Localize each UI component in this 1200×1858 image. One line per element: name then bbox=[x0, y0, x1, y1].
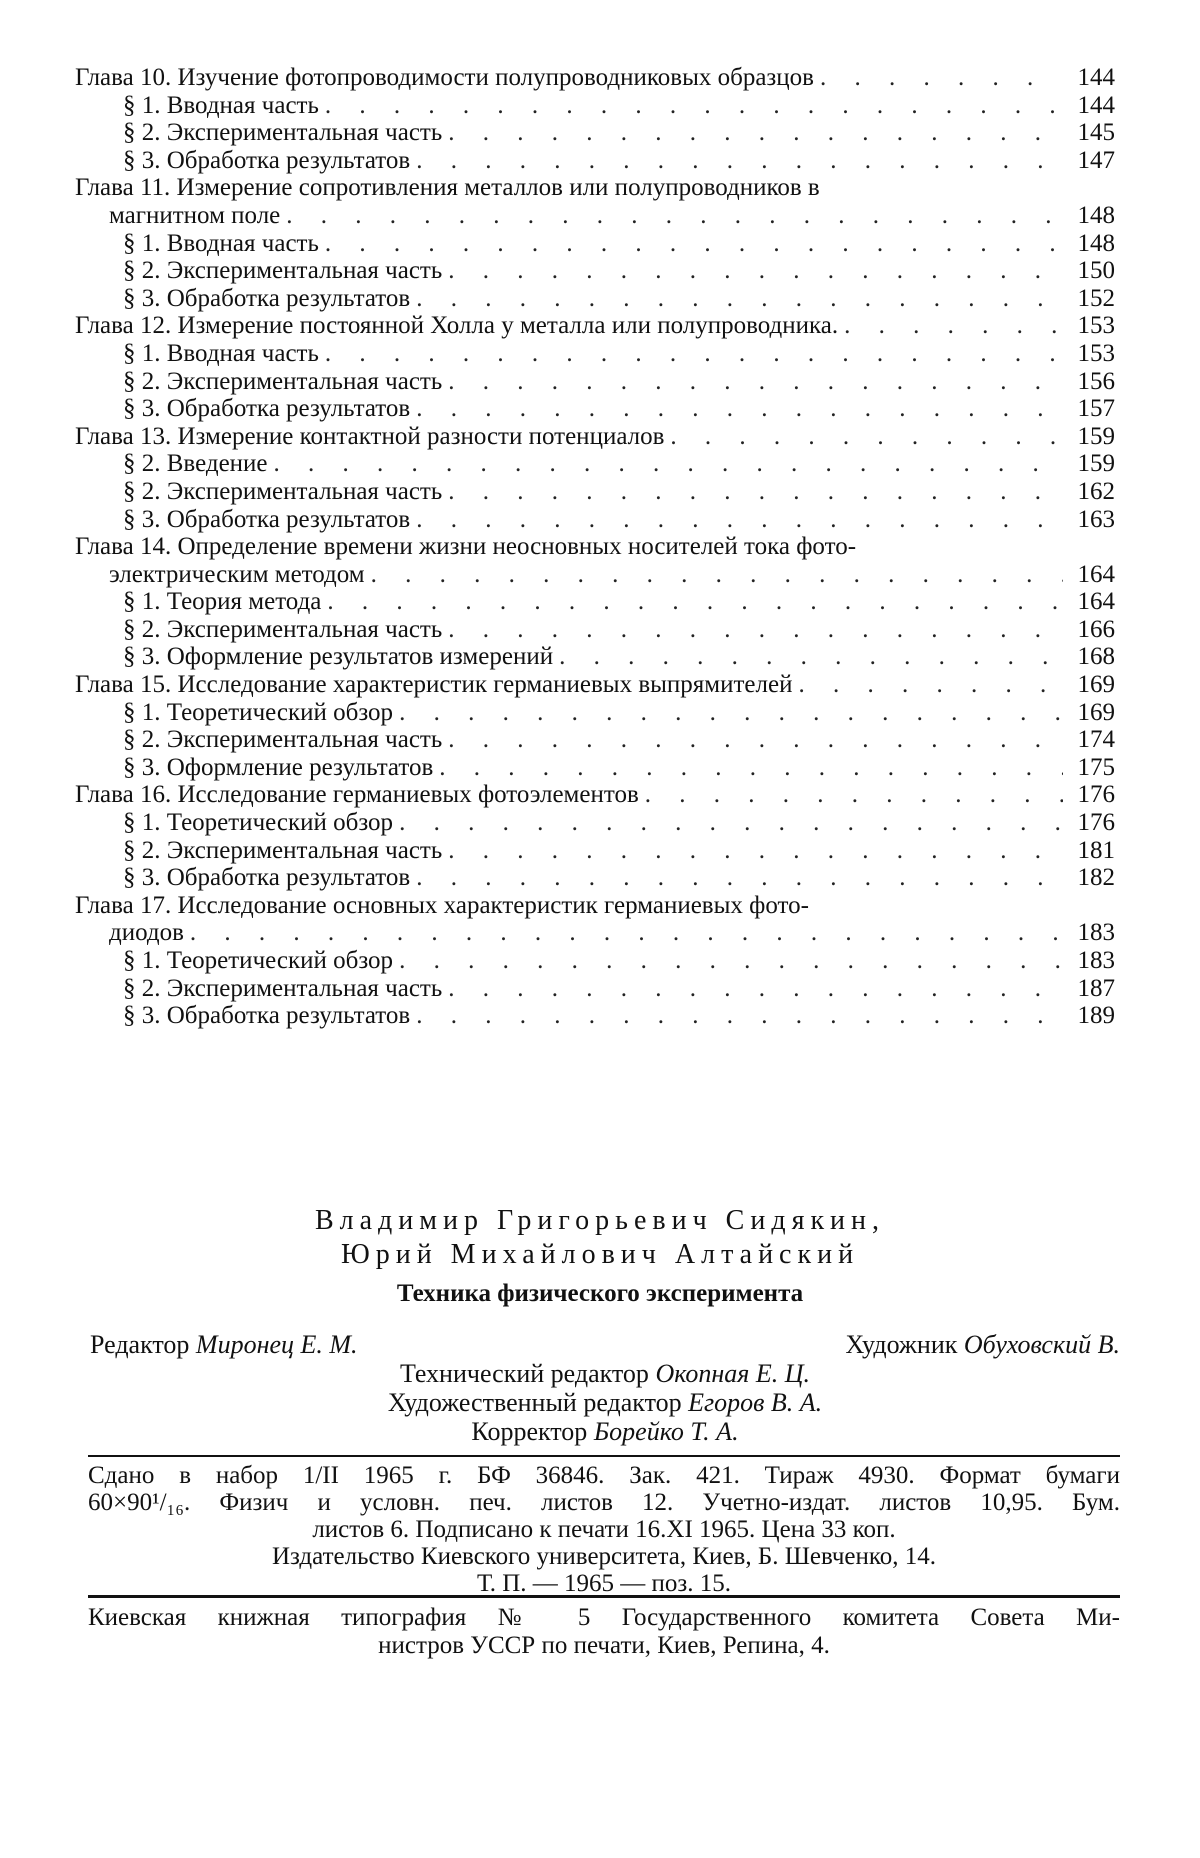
toc-leader-dots bbox=[319, 230, 1063, 258]
toc-page-number: 174 bbox=[1077, 726, 1115, 754]
toc-entry-title: § 3. Обработка результатов bbox=[123, 1002, 411, 1030]
toc-entry-title: § 1. Теоретический обзор bbox=[123, 809, 394, 837]
toc-page-number: 176 bbox=[1077, 809, 1115, 837]
toc-entry-title: § 1. Вводная часть bbox=[123, 229, 319, 257]
toc-leader-dots bbox=[410, 147, 1063, 175]
editor-credit bbox=[90, 1330, 358, 1359]
toc-leader-dots bbox=[393, 699, 1063, 727]
toc-page-number: 157 bbox=[1077, 395, 1115, 423]
colophon bbox=[88, 1462, 1120, 1597]
toc-leader-dots bbox=[838, 312, 1063, 340]
toc-chapter-entry bbox=[75, 781, 1115, 809]
book-title: Техника физического эксперимента bbox=[396, 1280, 804, 1307]
proofreader-name: Борейко Т. А. bbox=[593, 1417, 739, 1446]
toc-page-number: 150 bbox=[1077, 257, 1115, 285]
toc-section-entry bbox=[75, 864, 1115, 892]
toc-chapter-heading bbox=[75, 174, 1115, 202]
toc-page-number: 152 bbox=[1077, 284, 1115, 312]
toc-leader-dots bbox=[442, 368, 1063, 396]
toc-section-entry bbox=[75, 588, 1115, 616]
toc-section-entry bbox=[75, 230, 1115, 258]
toc-entry-title: § 1. Теория метода bbox=[123, 588, 322, 616]
tech-editor-credit bbox=[90, 1359, 1120, 1388]
toc-section-entry bbox=[75, 395, 1115, 423]
toc-entry-title: § 3. Оформление результатов bbox=[123, 753, 434, 781]
toc-leader-dots bbox=[442, 837, 1063, 865]
toc-section-entry bbox=[75, 368, 1115, 396]
toc-page-number: 153 bbox=[1077, 312, 1115, 340]
toc-leader-dots bbox=[664, 423, 1063, 451]
proofreader-credit bbox=[90, 1417, 1120, 1446]
toc-section-entry bbox=[75, 1002, 1115, 1030]
tech-editor-label: Технический редактор bbox=[399, 1359, 649, 1388]
toc-entry-title: § 2. Экспериментальная часть bbox=[123, 367, 443, 395]
toc-leader-dots bbox=[792, 671, 1063, 699]
artist-name: Обуховский В. bbox=[963, 1330, 1120, 1359]
toc-section-entry bbox=[75, 285, 1115, 313]
table-of-contents bbox=[75, 64, 1115, 1030]
toc-page-number: 183 bbox=[1077, 947, 1115, 974]
toc-leader-dots bbox=[442, 726, 1063, 754]
author-name-2: Юрий Михайлович Алтайский bbox=[340, 1239, 860, 1270]
toc-page-number: 164 bbox=[1077, 560, 1115, 588]
artist-credit bbox=[846, 1330, 1121, 1359]
toc-chapter-entry bbox=[75, 202, 1115, 230]
toc-entry-title: Глава 16. Исследование германиевых фотоэлементов bbox=[75, 781, 639, 809]
toc-page-number: 168 bbox=[1077, 643, 1115, 671]
toc-section-entry bbox=[75, 119, 1115, 147]
art-editor-name: Егоров В. А. bbox=[688, 1388, 823, 1417]
toc-section-entry bbox=[75, 478, 1115, 506]
toc-page-number: 164 bbox=[1077, 588, 1115, 616]
toc-entry-title: § 2. Экспериментальная часть bbox=[123, 836, 443, 864]
toc-entry-title: Глава 15. Исследование характеристик германиевых выпрямителей bbox=[75, 671, 793, 699]
toc-leader-dots bbox=[365, 561, 1063, 589]
toc-section-entry bbox=[75, 257, 1115, 285]
toc-page-number: 162 bbox=[1077, 477, 1115, 505]
toc-page-number: 189 bbox=[1077, 1002, 1115, 1030]
credits-line-editor-artist bbox=[90, 1330, 1120, 1359]
toc-leader-dots bbox=[553, 643, 1063, 671]
toc-leader-dots bbox=[442, 257, 1063, 285]
toc-page-number: 169 bbox=[1077, 671, 1115, 699]
printer-info bbox=[88, 1604, 1120, 1660]
toc-section-entry bbox=[75, 975, 1115, 1003]
toc-page-number: 144 bbox=[1077, 91, 1115, 119]
toc-chapter-entry bbox=[75, 671, 1115, 699]
toc-entry-title: Глава 10. Изучение фотопроводимости полупроводниковых образцов bbox=[75, 64, 814, 91]
toc-chapter-entry bbox=[75, 561, 1115, 589]
tech-editor-name: Окопная Е. Ц. bbox=[655, 1359, 811, 1388]
toc-page-number: 166 bbox=[1077, 615, 1115, 643]
toc-leader-dots bbox=[319, 92, 1063, 120]
proofreader-label: Корректор bbox=[471, 1417, 588, 1446]
toc-page-number: 187 bbox=[1077, 974, 1115, 1002]
toc-page-number: 163 bbox=[1077, 505, 1115, 533]
toc-entry-title: § 2. Экспериментальная часть bbox=[123, 726, 443, 754]
toc-chapter-entry bbox=[75, 64, 1115, 92]
art-editor-label: Художественный редактор bbox=[387, 1388, 682, 1417]
toc-entry-title: диодов bbox=[109, 919, 184, 947]
toc-page-number: 182 bbox=[1077, 864, 1115, 892]
toc-entry-title: § 1. Вводная часть bbox=[123, 91, 319, 119]
toc-section-entry bbox=[75, 450, 1115, 478]
toc-leader-dots bbox=[410, 864, 1063, 892]
toc-page-number: 148 bbox=[1077, 201, 1115, 229]
toc-section-entry bbox=[75, 506, 1115, 534]
toc-page-number: 145 bbox=[1077, 119, 1115, 147]
toc-leader-dots bbox=[442, 119, 1063, 147]
toc-entry-title: § 2. Введение bbox=[123, 450, 268, 478]
toc-page-number: 176 bbox=[1077, 781, 1115, 809]
toc-entry-title: Глава 14. Определение времени жизни неосновных носителей тока фото- bbox=[75, 533, 857, 561]
colophon-line: Т. П. — 1965 — поз. 15. bbox=[476, 1570, 732, 1597]
toc-leader-dots bbox=[268, 450, 1063, 478]
toc-entry-title: § 2. Экспериментальная часть bbox=[123, 119, 443, 147]
toc-leader-dots bbox=[410, 285, 1063, 313]
toc-entry-title: § 2. Экспериментальная часть bbox=[123, 257, 443, 285]
toc-section-entry bbox=[75, 809, 1115, 837]
art-editor-credit bbox=[90, 1388, 1120, 1417]
toc-section-entry bbox=[75, 616, 1115, 644]
toc-section-entry bbox=[75, 643, 1115, 671]
toc-entry-title: § 1. Теоретический обзор bbox=[123, 698, 394, 726]
toc-entry-title: § 3. Обработка результатов bbox=[123, 284, 411, 312]
editor-label: Редактор bbox=[90, 1330, 190, 1359]
toc-entry-title: § 3. Обработка результатов bbox=[123, 146, 411, 174]
toc-entry-title: § 3. Оформление результатов измерений bbox=[123, 643, 554, 671]
artist-label: Художник bbox=[845, 1330, 958, 1359]
toc-page-number: 144 bbox=[1077, 64, 1115, 91]
toc-chapter-entry bbox=[75, 919, 1115, 947]
toc-page-number: 159 bbox=[1077, 450, 1115, 478]
toc-leader-dots bbox=[321, 588, 1063, 616]
toc-page-number: 169 bbox=[1077, 698, 1115, 726]
toc-chapter-heading bbox=[75, 892, 1115, 920]
toc-leader-dots bbox=[184, 919, 1063, 947]
toc-section-entry bbox=[75, 754, 1115, 782]
toc-leader-dots bbox=[410, 506, 1063, 534]
toc-section-entry bbox=[75, 92, 1115, 120]
toc-page-number: 175 bbox=[1077, 753, 1115, 781]
toc-leader-dots bbox=[814, 64, 1063, 92]
toc-page-number: 181 bbox=[1077, 836, 1115, 864]
toc-entry-title: § 3. Обработка результатов bbox=[123, 395, 411, 423]
toc-page-number: 147 bbox=[1077, 146, 1115, 174]
toc-entry-title: Глава 12. Измерение постоянной Холла у металла или полупроводника. bbox=[75, 312, 839, 340]
toc-leader-dots bbox=[442, 975, 1063, 1003]
colophon-line: Издательство Киевского университета, Киев, Б. Шевченко, 14. bbox=[271, 1543, 937, 1570]
toc-section-entry bbox=[75, 699, 1115, 727]
toc-section-entry bbox=[75, 837, 1115, 865]
colophon-line: Сдано в набор 1/II 1965 г. БФ 36846. Зак. 421. Тираж 4930. Формат бумаги bbox=[88, 1462, 1120, 1489]
editor-name: Миронец Е. М. bbox=[195, 1330, 358, 1359]
colophon-line: листов 6. Подписано к печати 16.XI 1965. Цена 33 коп. bbox=[312, 1516, 896, 1543]
colophon-line: 60×90¹/₁₆. Физич и условн. печ. листов 12. Учетно-издат. листов 10,95. Бум. bbox=[88, 1489, 1120, 1516]
toc-leader-dots bbox=[410, 395, 1063, 423]
printer-line: нистров УССР по печати, Киев, Репина, 4. bbox=[378, 1632, 830, 1659]
toc-entry-title: магнитном поле bbox=[109, 201, 281, 229]
toc-entry-title: Глава 13. Измерение контактной разности потенциалов bbox=[75, 422, 665, 450]
toc-page-number: 156 bbox=[1077, 367, 1115, 395]
toc-page-number: 159 bbox=[1077, 422, 1115, 450]
toc-section-entry bbox=[75, 947, 1115, 975]
toc-chapter-entry bbox=[75, 423, 1115, 451]
toc-entry-title: § 2. Экспериментальная часть bbox=[123, 615, 443, 643]
toc-leader-dots bbox=[410, 1002, 1063, 1030]
toc-entry-title: § 2. Экспериментальная часть bbox=[123, 477, 443, 505]
toc-entry-title: § 1. Вводная часть bbox=[123, 339, 319, 367]
credits-block bbox=[90, 1330, 1120, 1446]
printer-line: Киевская книжная типография № 5 Государственного комитета Совета Ми- bbox=[88, 1604, 1120, 1631]
toc-leader-dots bbox=[319, 340, 1063, 368]
toc-page-number: 183 bbox=[1077, 919, 1115, 947]
author-name-1: Владимир Григорьевич Сидякин, bbox=[314, 1205, 886, 1236]
toc-entry-title: § 3. Обработка результатов bbox=[123, 864, 411, 892]
toc-section-entry bbox=[75, 726, 1115, 754]
toc-entry-title: Глава 17. Исследование основных характеристик германиевых фото- bbox=[75, 891, 809, 919]
toc-entry-title: Глава 11. Измерение сопротивления металлов или полупроводников в bbox=[75, 174, 820, 202]
toc-section-entry bbox=[75, 147, 1115, 175]
toc-leader-dots bbox=[393, 809, 1063, 837]
toc-leader-dots bbox=[280, 202, 1063, 230]
toc-leader-dots bbox=[442, 616, 1063, 644]
toc-leader-dots bbox=[442, 478, 1063, 506]
toc-leader-dots bbox=[393, 947, 1063, 975]
toc-chapter-heading bbox=[75, 533, 1115, 561]
divider-top bbox=[88, 1455, 1120, 1457]
toc-chapter-entry bbox=[75, 312, 1115, 340]
toc-entry-title: § 1. Теоретический обзор bbox=[123, 947, 394, 974]
toc-page-number: 153 bbox=[1077, 339, 1115, 367]
toc-entry-title: § 3. Обработка результатов bbox=[123, 505, 411, 533]
toc-entry-title: § 2. Экспериментальная часть bbox=[123, 974, 443, 1002]
toc-leader-dots bbox=[433, 754, 1063, 782]
toc-entry-title: электрическим методом bbox=[109, 560, 365, 588]
toc-page-number: 148 bbox=[1077, 229, 1115, 257]
toc-section-entry bbox=[75, 340, 1115, 368]
divider-bottom bbox=[88, 1595, 1120, 1598]
toc-leader-dots bbox=[639, 781, 1063, 809]
